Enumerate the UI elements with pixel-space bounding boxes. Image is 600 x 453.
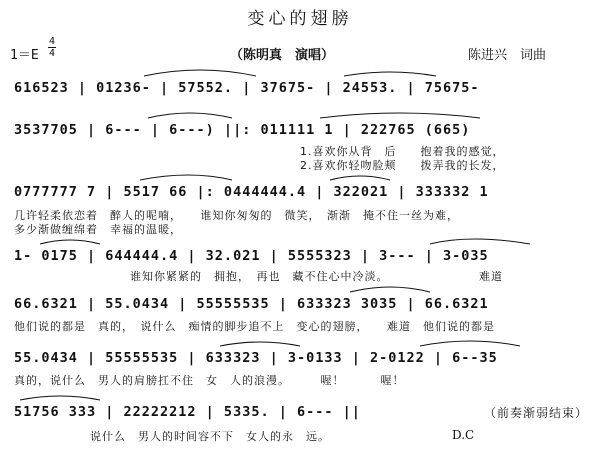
slur-row5 (350, 287, 430, 292)
song-title: 变心的翅膀 (247, 9, 353, 29)
slur-row3-b (330, 176, 390, 180)
meter-top: 4 (48, 36, 56, 47)
lyric-line-4: 谁知你紧紧的 拥抱， 再也 藏不住心中冷淡。 难道 (130, 270, 503, 283)
notation-row-7: 51756 333 | 22222212 | 5335. | 6--- || (14, 404, 361, 420)
notation-row-6: 55.0434 | 55555535 | 633323 | 3-0133 | 2-0122 | 6--35 (14, 350, 498, 366)
slur-row7 (20, 396, 100, 400)
lyric-line-5: 他们说的都是 真的， 说什么 痴情的脚步追不上 变心的翅膀， 难道 他们说的都是 (14, 320, 495, 333)
slur-row2-b (320, 113, 480, 118)
notation-row-2: 3537705 | 6--- | 6---) ||: 011111 1 | 222765 (665) (14, 122, 471, 138)
lyric-verse-1: 1.喜欢你从背 后 抱着我的感觉， (300, 145, 505, 158)
lyric-line-3b: 多少渐做缠绵着 幸福的温暖， (14, 223, 182, 236)
notation-row-1: 616523 | 01236- | 57552. | 37675- | 24553. | 75675- (14, 80, 480, 96)
slur-row4-a (40, 240, 100, 244)
lyric-line-7: 说什么 男人的时间容不下 女人的永 远。 (90, 430, 330, 443)
lyric-verse-2: 2.喜欢你轻吻脸颊 拨弄我的长发， (300, 159, 505, 172)
notation-row-5: 66.6321 | 55.0434 | 55555535 | 633323 3035 | 66.6321 (14, 296, 489, 312)
notation-row-3: 0777777 7 | 5517 66 |: 0444444.4 | 322021 | 333332 1 (14, 184, 489, 200)
singer-credit: （陈明真 演唱） (230, 48, 335, 63)
slur-row1-a (144, 70, 256, 76)
slur-row1-b (344, 72, 436, 76)
lyric-line-6: 真的，说什么 男人的肩膀扛不住 女 人的浪漫。 喔！ 喔！ (14, 374, 405, 387)
dc-marking: D.C (452, 428, 475, 442)
meter-bottom: 4 (48, 48, 56, 59)
key-signature: 1＝E (10, 48, 39, 63)
slur-row3-a (140, 175, 232, 180)
slur-row4-b (430, 239, 530, 244)
slur-row6-b (420, 341, 520, 346)
slur-row2-a (148, 113, 232, 118)
slur-row6-a (220, 342, 300, 346)
lyric-line-3: 几许轻柔依恋着 醉人的呢喃， 谁知你匆匆的 微笑， 渐渐 掩不住一丝为难， (14, 209, 459, 222)
notation-row-4: 1- 0175 | 644444.4 | 32.021 | 5555323 | 3--- | 3-035 (14, 248, 489, 264)
composer-credit: 陈进兴 词曲 (468, 48, 547, 63)
ending-note: （前奏渐弱结束） (484, 406, 589, 420)
